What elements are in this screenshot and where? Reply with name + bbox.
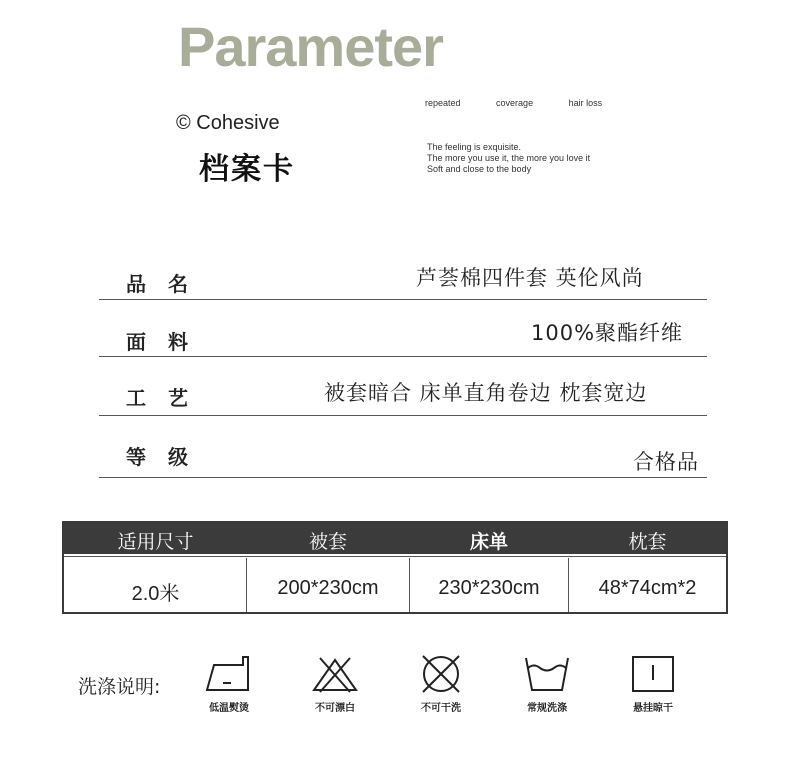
no-dry-clean-icon xyxy=(416,654,466,694)
size-table-header-cell: 被套 xyxy=(308,531,347,553)
no-bleach-icon xyxy=(310,654,360,694)
size-table-header-cell: 枕套 xyxy=(628,531,667,553)
care-item xyxy=(613,654,693,714)
size-table-cell: 230*230cm xyxy=(438,577,540,599)
care-label: 洗涤说明: xyxy=(78,676,161,698)
tag-hair-loss: hair loss xyxy=(568,98,603,108)
page-title: Parameter xyxy=(178,15,443,78)
spec-value-fabric: 100%聚酯纤维 xyxy=(531,321,684,345)
care-caption: 不可干洗 xyxy=(421,703,461,714)
divider xyxy=(99,477,707,478)
size-table xyxy=(62,521,728,614)
spec-label-fabric: 面料 xyxy=(126,330,210,354)
care-item xyxy=(507,654,587,714)
low-temperature-iron-icon xyxy=(204,654,254,694)
divider xyxy=(99,356,707,357)
slogan-line: The feeling is exquisite. xyxy=(427,142,522,152)
tag-coverage: coverage xyxy=(496,98,534,108)
spec-value-grade: 合格品 xyxy=(633,450,699,474)
care-caption: 常规洗涤 xyxy=(527,703,567,714)
hang-dry-icon xyxy=(628,654,678,694)
spec-label-craft: 工艺 xyxy=(126,386,210,410)
slogan xyxy=(427,142,590,175)
archive-heading: 档案卡 xyxy=(199,152,295,187)
slogan-line: Soft and close to the body xyxy=(427,164,532,174)
size-table-header-cell: 适用尺寸 xyxy=(117,531,194,553)
spec-value-craft: 被套暗合 床单直角卷边 枕套宽边 xyxy=(324,381,648,405)
spec-value-product-name: 芦荟棉四件套 英伦风尚 xyxy=(416,266,644,290)
size-table-header-cell: 床单 xyxy=(469,531,508,553)
care-item xyxy=(401,654,481,714)
slogan-line: The more you use it, the more you love it xyxy=(427,153,591,163)
spec-label-product-name: 品名 xyxy=(126,272,210,296)
care-item xyxy=(295,654,375,714)
care-caption: 不可漂白 xyxy=(315,703,355,714)
brand-name: © Cohesive xyxy=(176,112,280,134)
care-caption: 悬挂晾干 xyxy=(633,703,673,714)
tag-repeated: repeated xyxy=(425,98,461,108)
size-table-cell: 2.0米 xyxy=(131,583,180,605)
normal-wash-icon xyxy=(522,654,572,694)
care-caption: 低温熨烫 xyxy=(209,703,249,714)
spec-label-grade: 等级 xyxy=(126,445,210,469)
care-item xyxy=(189,654,269,714)
size-table-cell: 48*74cm*2 xyxy=(598,577,697,599)
divider xyxy=(99,299,707,300)
tag-row xyxy=(425,98,635,108)
divider xyxy=(99,415,707,416)
divider xyxy=(64,556,726,557)
size-table-cell: 200*230cm xyxy=(277,577,379,599)
